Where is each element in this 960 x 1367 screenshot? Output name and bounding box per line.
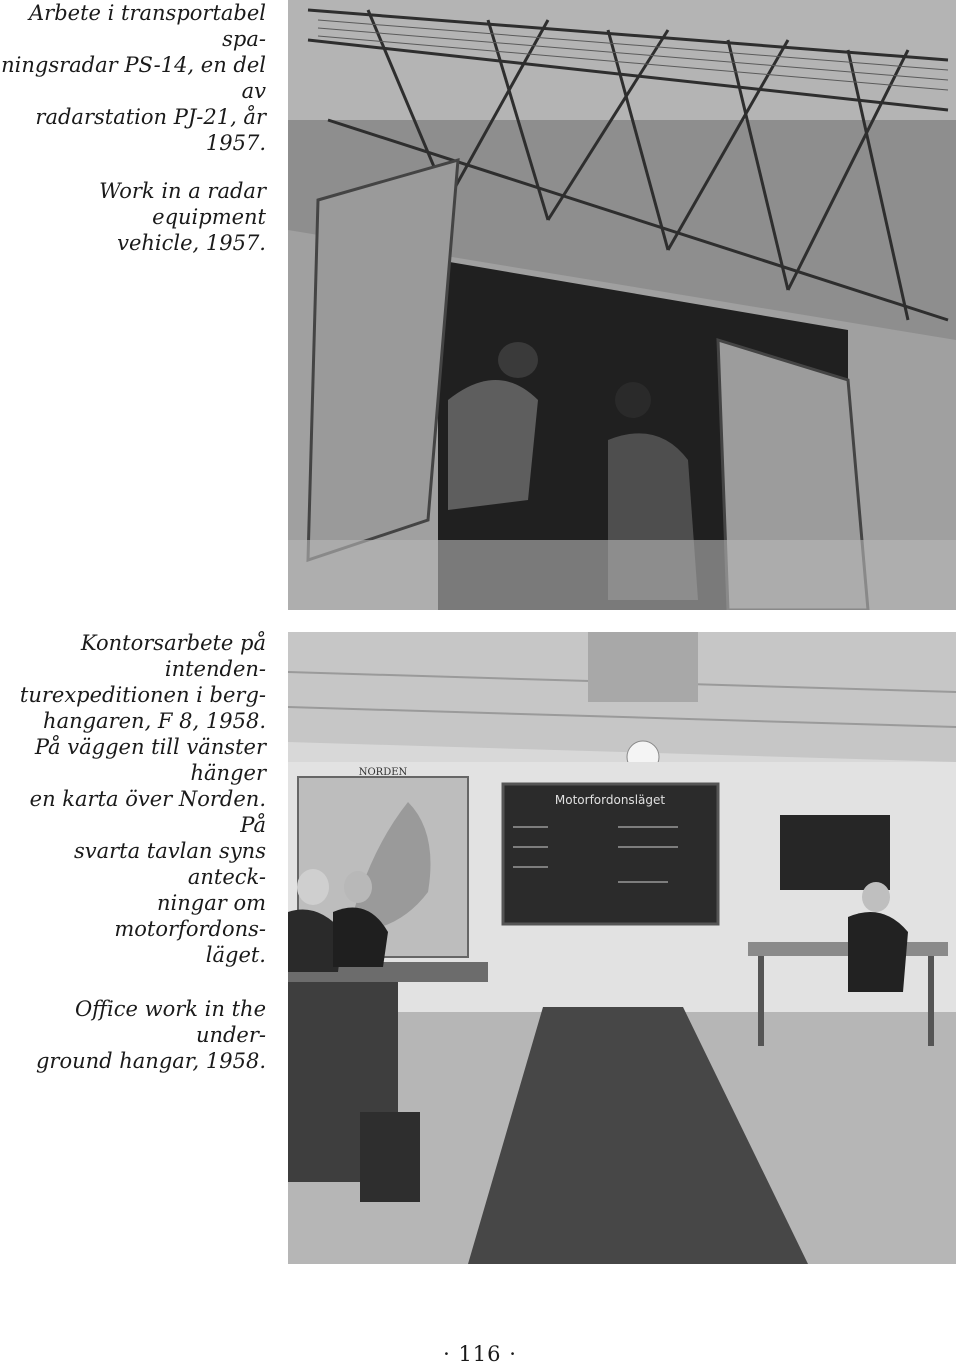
caption-line: På väggen till vänster hänger (34, 735, 266, 785)
photo-underground-office (288, 632, 956, 1264)
caption-english (0, 996, 266, 1074)
caption-line: hangaren, F 8, 1958. (43, 709, 266, 733)
caption-line: turexpeditionen i berg- (19, 683, 266, 707)
caption-line: Arbete i transportabel spa- (29, 1, 266, 51)
caption-swedish (0, 0, 266, 156)
caption-line: radarstation PJ-21, år 1957. (35, 105, 266, 155)
caption-line: Work in a radar equipment (99, 179, 266, 229)
caption-line: Office work in the under- (74, 997, 266, 1047)
caption-line: ground hangar, 1958. (35, 1049, 266, 1073)
caption-line: Kontorsarbete på intenden- (80, 631, 266, 681)
photo-radar-vehicle (288, 0, 956, 610)
caption-english (0, 178, 266, 256)
caption-line: svarta tavlan syns anteck- (73, 839, 266, 889)
radar-photo-graphic (288, 0, 956, 610)
page-number: · 116 · (443, 1342, 517, 1366)
caption-line: en karta över Norden. På (29, 787, 266, 837)
caption-office (0, 630, 266, 1074)
caption-line: ningsradar PS-14, en del av (1, 53, 266, 103)
caption-line: vehicle, 1957. (117, 231, 266, 255)
map-label: NORDEN (358, 767, 408, 778)
caption-radar (0, 0, 266, 256)
caption-line: läget. (205, 943, 266, 967)
caption-swedish (0, 630, 266, 968)
office-photo-graphic (288, 632, 956, 1264)
blackboard-title: Motorfordonsläget (554, 793, 666, 807)
caption-line: ningar om motorfordons- (114, 891, 266, 941)
